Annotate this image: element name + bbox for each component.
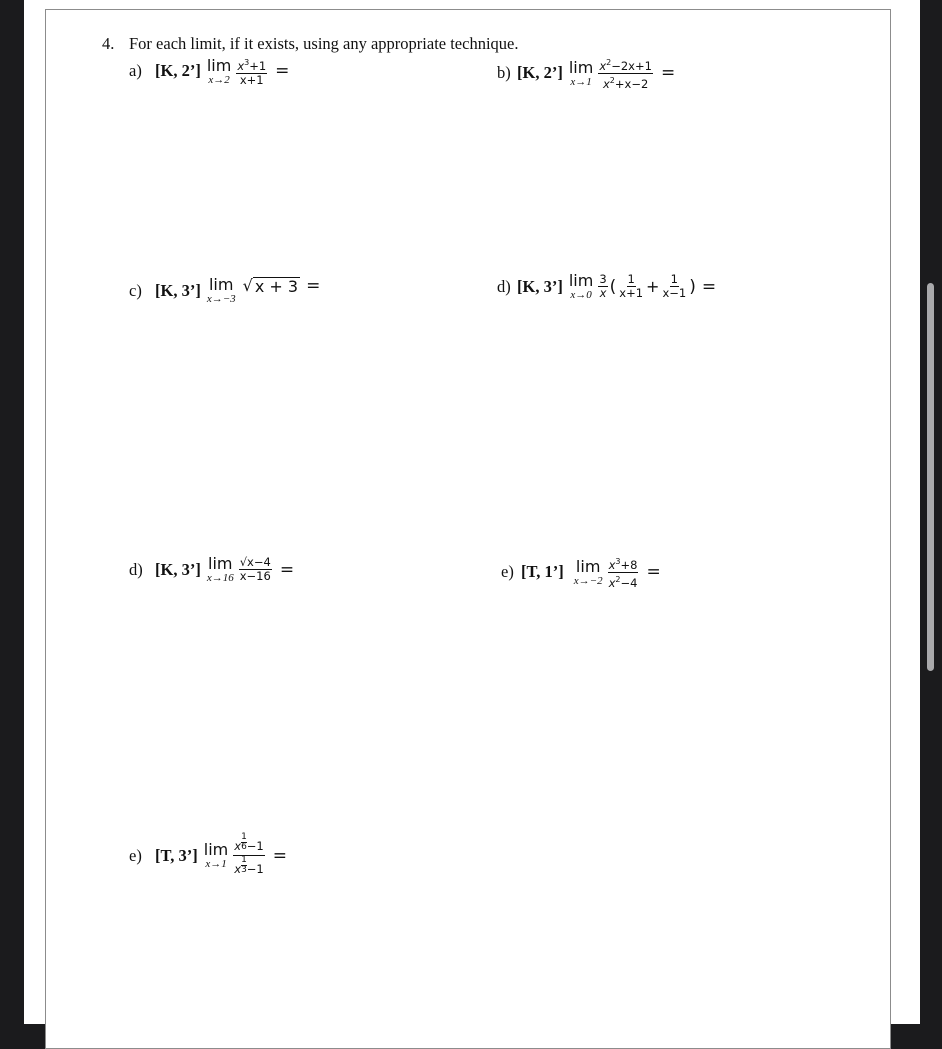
num-exp: 3 (244, 58, 250, 67)
denominator (234, 856, 264, 878)
lim-word: lim (203, 840, 229, 859)
num-rest: −2x+1 (611, 58, 652, 73)
limit-operator (207, 555, 234, 584)
num-exponent-fraction: $\frac{1}{6}$ (241, 832, 247, 852)
lim-subscript: x→1 (570, 75, 592, 88)
problem-letter: c) (129, 280, 142, 300)
num-exp: 2 (606, 58, 612, 67)
question-heading (102, 34, 519, 54)
problem-letter: e) (129, 845, 142, 865)
problem-letter: d) (129, 559, 143, 579)
num-base: x (608, 557, 616, 572)
fraction (608, 555, 639, 590)
equals-sign: = (306, 275, 321, 296)
equals-sign: = (272, 845, 287, 866)
radicand: x + 3 (254, 277, 299, 296)
lim-word: lim (575, 556, 601, 576)
open-paren: ( (609, 276, 617, 297)
problem-letter: b) (497, 63, 511, 83)
fraction (598, 56, 653, 91)
num-base: x (599, 58, 607, 73)
question-number: 4. (102, 34, 115, 53)
equals-sign: = (279, 559, 295, 580)
denominator: x+1 (619, 286, 644, 300)
lim-word: lim (208, 275, 234, 294)
lim-word: lim (568, 57, 594, 77)
radical-sign-icon: √ (242, 276, 253, 295)
lim-word: lim (568, 271, 594, 290)
fraction-1 (618, 273, 644, 300)
square-root (243, 276, 300, 295)
problem-c (129, 276, 320, 305)
problem-letter: e) (501, 562, 514, 582)
problem-e-1 (501, 555, 661, 590)
limit-operator (574, 558, 603, 587)
den-exponent-fraction: $\frac{1}{3}$ (241, 855, 247, 875)
num-rest: +8 (620, 557, 638, 572)
den-rest: +x−2 (614, 76, 649, 91)
numerator: 1 (670, 272, 678, 286)
limit-operator (204, 841, 228, 870)
numerator (233, 833, 265, 856)
denominator: x−16 (239, 569, 271, 583)
fraction (239, 556, 272, 583)
problem-tag: [K, 3’] (155, 559, 201, 579)
numerator: 1 (627, 272, 635, 286)
den-base: x (602, 76, 610, 91)
num-rest: −1 (246, 839, 264, 853)
den-base: x (608, 575, 616, 590)
numerator (236, 56, 267, 74)
equals-sign: = (646, 562, 661, 583)
question-text: For each limit, if it exists, using any appropriate technique. (129, 34, 519, 53)
lim-subscript: x→0 (570, 289, 592, 301)
numerator: 3 (599, 272, 607, 286)
vertical-scrollbar[interactable] (927, 283, 934, 671)
viewer-background-left (0, 0, 24, 1024)
equals-sign: = (275, 61, 290, 82)
problem-tag: [K, 3’] (155, 280, 201, 300)
lim-subscript: x→−2 (573, 574, 603, 587)
den-exp: 2 (615, 574, 621, 584)
problem-tag: [T, 1’] (521, 562, 564, 582)
problem-tag: [K, 3’] (517, 276, 563, 296)
problem-tag: [K, 2’] (517, 63, 563, 83)
numerator: √x−4 (239, 555, 271, 569)
den-base: x (234, 862, 242, 876)
problem-a (129, 56, 289, 87)
num-rest: +1 (249, 58, 267, 73)
problem-e-2 (129, 833, 287, 878)
denominator (608, 573, 639, 590)
fraction (236, 56, 267, 87)
den-exp: 2 (609, 75, 615, 85)
fraction-2 (661, 273, 687, 300)
den-rest: −4 (620, 575, 638, 590)
numerator (598, 56, 653, 74)
limit-operator (569, 272, 593, 301)
problem-letter: d) (497, 276, 511, 296)
denominator (602, 74, 649, 91)
outer-fraction (598, 273, 607, 300)
problem-d-1 (497, 272, 716, 301)
limit-operator (207, 57, 231, 86)
limit-operator (569, 59, 593, 88)
num-base: x (234, 839, 242, 853)
problem-letter: a) (129, 61, 142, 81)
problem-d-2 (129, 555, 294, 584)
close-paren: ) (689, 276, 696, 297)
lim-word: lim (208, 554, 233, 573)
worksheet-page (45, 9, 891, 1049)
denominator: x (599, 286, 607, 300)
num-base: x (237, 58, 245, 73)
fraction (233, 833, 265, 878)
equals-sign: = (660, 63, 676, 84)
problem-tag: [T, 3’] (155, 845, 198, 865)
lim-subscript: x→16 (206, 572, 234, 584)
denominator: x+1 (239, 72, 264, 87)
lim-subscript: x→1 (205, 858, 227, 870)
plus-sign: + (646, 277, 660, 296)
problem-tag: [K, 2’] (155, 61, 201, 81)
numerator (608, 555, 639, 573)
problem-b (497, 56, 675, 91)
den-rest: −1 (246, 862, 264, 876)
lim-word: lim (206, 55, 232, 75)
denominator: x−1 (662, 286, 687, 300)
equals-sign: = (701, 276, 717, 297)
lim-subscript: x→−3 (206, 293, 236, 305)
num-exp: 3 (615, 557, 621, 566)
lim-subscript: x→2 (208, 73, 230, 86)
limit-operator (207, 276, 236, 305)
